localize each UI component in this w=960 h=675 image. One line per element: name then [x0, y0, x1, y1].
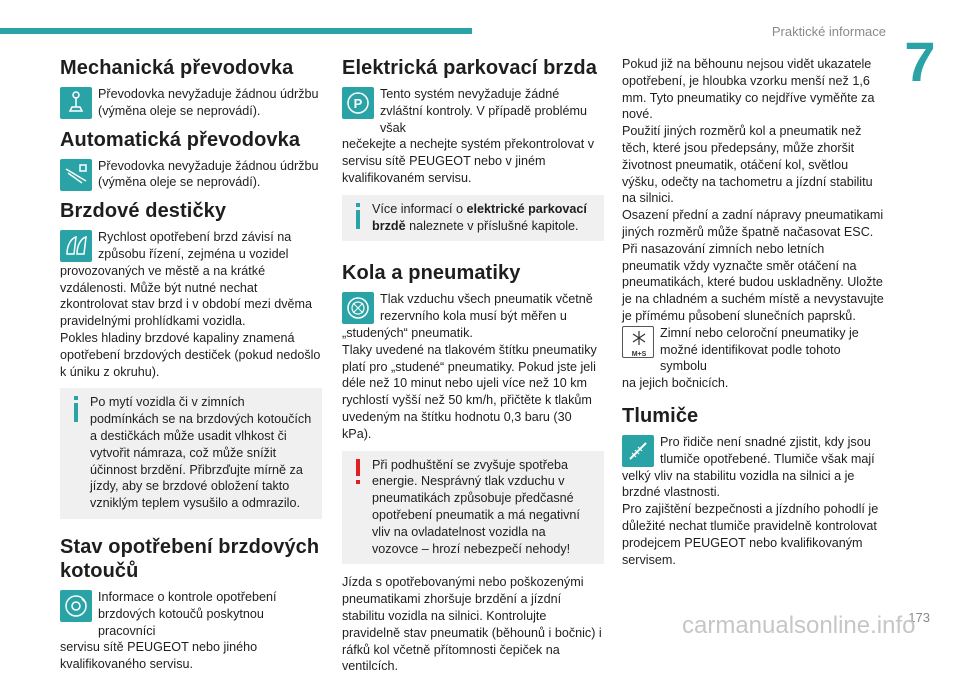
section-title-parking-brake: Elektrická parkovací brzda	[342, 57, 597, 79]
paragraph-text: Informace o kontrole opotřebení brzdových kotoučů poskytnou pracovníci	[98, 589, 277, 638]
info-note	[60, 388, 322, 519]
paragraph-text: Pokles hladiny brzdové kapaliny znamená opotřebení brzdových destiček (pokud nedošlo k úniku z okruhu).	[60, 330, 321, 379]
section-title-shock-absorbers: Tlumiče	[622, 404, 699, 427]
paragraph-text: Osazení přední a zadní nápravy pneumatikami jiných rozměrů může špatně načasovat ESC.	[622, 208, 884, 239]
paragraph-text: Pro řidiče není snadné zjistit, kdy jsou tlumiče opotřebené. Tlumiče však mají	[660, 434, 875, 466]
brake-pads-paragraph	[60, 229, 322, 263]
brake-disc-paragraph	[60, 589, 322, 639]
warning-note	[342, 451, 604, 565]
column-2	[342, 56, 604, 675]
paragraph-text: Tlaky uvedené na tlakovém štítku pneumatiky platí pro „studené“ pneumatiky. Pokud jste jeli déle než 10 minut nebo ujeli více než 10 km rychlostí vyšší než 50 km/h, přičtěte k tlakům uvedeným na štítku hodnotu 0,3 baru (30 kPa).	[342, 342, 597, 441]
brake-disc-icon	[60, 590, 92, 622]
header-accent-bar	[0, 28, 472, 34]
paragraph-text: Zimní nebo celoroční pneumatiky je možné identifikovat podle tohoto symbolu	[660, 325, 859, 374]
automatic-gearbox-paragraph	[60, 158, 322, 192]
m-s-paragraph	[622, 325, 884, 375]
paragraph-text: provozovaných ve městě a na krátké vzdálenosti. Může být nutné nechat zkontrolovat stav brzd i v období mezi dvěma pravidelnými prohlídkami vozidla.	[60, 263, 312, 329]
svg-text:P: P	[353, 96, 363, 111]
section-title-brake-pads: Brzdové destičky	[60, 200, 227, 223]
header-title: Praktické informace	[771, 24, 886, 39]
section-title-manual-gearbox: Mechanická převodovka	[60, 57, 294, 79]
info-note	[342, 195, 604, 242]
paragraph-text: servisu sítě PEUGEOT nebo jiného kvalifikovaného servisu.	[60, 640, 258, 672]
paragraph-text: Pokud již na běhounu nejsou vidět ukazatele opotřebení, je hloubka vzorku menší než 1,6 mm. Tyto pneumatiky co nejdříve vyměňte za nové.	[622, 57, 875, 122]
tyre-icon	[342, 292, 374, 324]
section-title-brake-discs: Stav opotřebení brzdových kotoučů	[60, 535, 320, 582]
watermark: carmanualsonline.info	[682, 612, 916, 639]
column-1	[60, 56, 322, 673]
info-icon	[71, 396, 81, 422]
warning-icon	[353, 459, 363, 485]
note-text: Po mytí vozidla či v zimních podmínkách se na brzdových kotoučích a destičkách může usadit vlhkost či vytvořit námraza, což může snížit účinnost brzdění. Přibrzďujte mírně za jízdy, aby se brzdové obložení takto vzniklým teplem vysušilo a odmrazilo.	[90, 395, 312, 511]
paragraph-text: Rychlost opotřebení brzd závisí na způsobu řízení, zejména u vozidel	[98, 230, 292, 261]
automatic-gearbox-icon	[60, 159, 92, 191]
info-icon	[353, 203, 363, 229]
manual-gearbox-icon	[60, 87, 92, 119]
m-s-label: M+S	[631, 350, 647, 358]
parking-brake-icon	[342, 87, 374, 119]
paragraph-text: Tento systém nevyžaduje žádné zvláštní kontroly. V případě problému však	[380, 87, 587, 135]
note-text: Více informací o elektrické parkovací brzdě naleznete v příslušné kapitole.	[372, 201, 587, 233]
tyre-paragraph	[342, 291, 604, 325]
section-title-wheels-tyres: Kola a pneumatiky	[342, 262, 521, 285]
paragraph-text: nečekejte a nechejte systém překontrolovat v servisu sítě PEUGEOT nebo v jiném kvalifikovaném servisu.	[342, 137, 595, 185]
paragraph-text: „studených“ pneumatik.	[342, 325, 473, 340]
paragraph-text: Převodovka nevyžaduje žádnou údržbu (výměna oleje se neprovádí).	[98, 87, 319, 118]
brake-pads-icon	[60, 230, 92, 262]
paragraph-text: Převodovka nevyžaduje žádnou údržbu (výměna oleje se neprovádí).	[98, 158, 319, 190]
paragraph-text: velký vliv na stabilitu vozidla na silnici a je brzdné vlastnosti.	[622, 468, 855, 500]
chapter-number: 7	[904, 30, 936, 93]
paragraph-text: Použití jiných rozměrů kol a pneumatik než těch, které jsou předepsány, může zhoršit životnost pneumatik, otáčení kol, světlou výšku, odečty na tachometru a jízdní stabilitu na silnici.	[622, 124, 873, 206]
note-text: Při podhuštění se zvyšuje spotřeba energie. Nesprávný tlak vzduchu v pneumatikách způsobuje předčasné opotřebení pneumatik a má negativní vliv na ovladatelnost vozidla na vozovce – hrozí nebezpečí nehody!	[372, 457, 580, 556]
m-s-snowflake-icon	[622, 326, 654, 358]
paragraph-text: Jízda s opotřebovanými nebo poškozenými pneumatikami zhoršuje brzdění a jízdní stabilitu vozidla na silnici. Kontrolujte pravidelně stav pneumatik (běhounů i bočnic) i ráfků kol včetně přítomnosti čepiček na ventilcích.	[342, 575, 602, 674]
paragraph-text: Pro zajištění bezpečnosti a jízdního pohodlí je důležité nechat tlumiče pravidelně kontrolovat prodejcem PEUGEOT nebo kvalifikovaným servisem.	[622, 502, 879, 567]
paragraph-text: Tlak vzduchu všech pneumatik včetně rezervního kola musí být měřen u	[380, 292, 593, 324]
manual-gearbox-paragraph	[60, 86, 322, 120]
column-3	[622, 56, 884, 568]
parking-brake-paragraph	[342, 86, 604, 136]
page-number: 173	[908, 610, 930, 625]
shock-absorber-paragraph	[622, 434, 884, 468]
paragraph-text: na jejich bočnicích.	[622, 376, 729, 391]
section-title-automatic-gearbox: Automatická převodovka	[60, 128, 301, 151]
paragraph-text: Při nasazování zimních nebo letních pneumatik vždy vyznačte směr otáčení na pneumatikách, které budou uskladněny. Uložte je na chladném a suchém místě a nevystavujte je přímému působení slunečních paprsků.	[622, 241, 884, 323]
shock-absorber-icon	[622, 435, 654, 467]
